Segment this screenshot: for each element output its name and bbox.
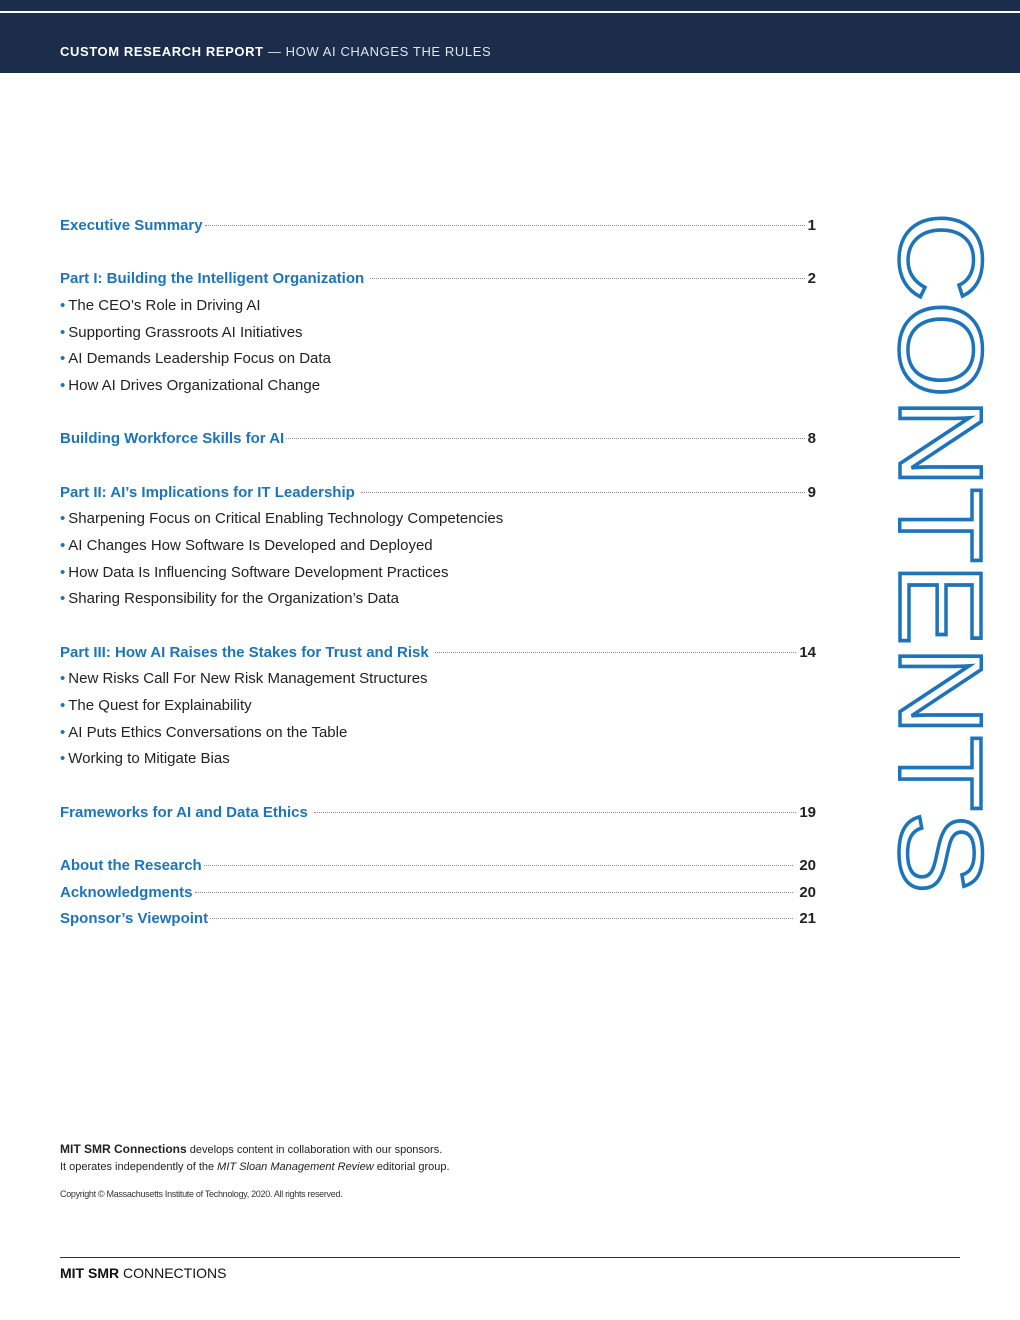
toc-subitem[interactable] [60, 696, 252, 716]
bullet-icon: • [60, 324, 66, 341]
toc-subitem[interactable] [60, 376, 320, 396]
toc-entry-page: 19 [799, 804, 816, 821]
toc-subitem-label: Working to Mitigate Bias [68, 750, 230, 767]
toc-subitem-label: New Risks Call For New Risk Management Structures [68, 670, 428, 687]
toc-subitem[interactable] [60, 589, 399, 609]
toc-entry-page: 2 [807, 270, 816, 287]
toc-entry-page: 21 [799, 910, 816, 927]
toc-subitem-label: AI Changes How Software Is Developed and Deployed [68, 537, 433, 554]
bullet-icon: • [60, 297, 66, 314]
toc-subitem[interactable] [60, 669, 428, 689]
toc-entry-label: Part III: How AI Raises the Stakes for Trust and Risk [60, 644, 429, 661]
toc-entry-page: 1 [807, 217, 816, 234]
toc-subitem[interactable] [60, 296, 261, 316]
leader-dots [435, 652, 797, 653]
footer-line2-italic: MIT Sloan Management Review [217, 1161, 374, 1173]
page-header [0, 0, 1020, 73]
toc-entry-page: 8 [807, 430, 816, 447]
leader-dots [361, 492, 805, 493]
header-title [60, 44, 491, 59]
toc-entry-label: Sponsor’s Viewpoint [60, 910, 209, 927]
toc-entry-part-1[interactable] [60, 269, 816, 289]
toc-entry-label: Acknowledgments [60, 884, 193, 901]
toc-entry-frameworks[interactable] [60, 803, 816, 823]
toc-entry-label: Part I: Building the Intelligent Organization [60, 270, 365, 287]
toc-subitem-label: The CEO’s Role in Driving AI [68, 297, 261, 314]
copyright: Copyright © Massachusetts Institute of Technology, 2020. All rights reserved. [60, 1189, 343, 1199]
leader-dots [370, 278, 804, 279]
bullet-icon: • [60, 670, 66, 687]
bottom-brand [60, 1265, 226, 1281]
leader-dots [286, 438, 804, 439]
footer-note [60, 1141, 450, 1176]
toc-entry-about-research[interactable] [60, 856, 816, 876]
bullet-icon: • [60, 697, 66, 714]
bullet-icon: • [60, 564, 66, 581]
toc-entry-page: 20 [799, 884, 816, 901]
toc-subitem-label: Sharpening Focus on Critical Enabling Technology Competencies [68, 510, 504, 527]
bullet-icon: • [60, 350, 66, 367]
toc-entry-workforce-skills[interactable] [60, 429, 816, 449]
toc-entry-part-2[interactable] [60, 483, 816, 503]
contents-vertical-text: CONTENTS [874, 212, 1006, 861]
footer-line1: develops content in collaboration with our sponsors. [186, 1144, 443, 1156]
toc-entry-label: Part II: AI’s Implications for IT Leadership [60, 484, 355, 501]
toc-subitem-label: How Data Is Influencing Software Development Practices [68, 564, 449, 581]
bullet-icon: • [60, 590, 66, 607]
toc-subitem[interactable] [60, 723, 347, 743]
footer-brand: MIT SMR Connections [60, 1142, 187, 1156]
bottom-brand-bold: MIT SMR [60, 1265, 120, 1281]
toc-entry-part-3[interactable] [60, 643, 816, 663]
leader-dots [195, 892, 794, 893]
toc-subitem-label: AI Demands Leadership Focus on Data [68, 350, 331, 367]
toc-entry-page: 20 [799, 857, 816, 874]
toc-subitem-label: Sharing Responsibility for the Organization’s Data [68, 590, 399, 607]
toc-entry-sponsor-viewpoint[interactable] [60, 909, 816, 929]
toc-subitem[interactable] [60, 323, 303, 343]
toc-entry-executive-summary[interactable] [60, 216, 816, 236]
toc-subitem[interactable] [60, 536, 433, 556]
toc-subitem-label: The Quest for Explainability [68, 697, 252, 714]
toc-subitem[interactable] [60, 349, 331, 369]
toc-subitem-label: AI Puts Ethics Conversations on the Table [68, 724, 348, 741]
header-rule [0, 11, 1020, 13]
toc-subitem[interactable] [60, 509, 503, 529]
toc-entry-label: Executive Summary [60, 217, 203, 234]
footer-line2-pre: It operates independently of the [60, 1161, 218, 1173]
toc-entry-label: About the Research [60, 857, 202, 874]
header-title-bold: CUSTOM RESEARCH REPORT [60, 44, 264, 59]
toc-subitem[interactable] [60, 749, 230, 769]
contents-vertical-title [868, 212, 1006, 894]
toc-entry-acknowledgments[interactable] [60, 883, 816, 903]
bottom-brand-rest: CONNECTIONS [119, 1265, 227, 1281]
header-title-rest: — HOW AI CHANGES THE RULES [263, 44, 492, 59]
toc-subitem[interactable] [60, 563, 448, 583]
toc-subitem-label: Supporting Grassroots AI Initiatives [68, 324, 303, 341]
toc-entry-label: Frameworks for AI and Data Ethics [60, 804, 308, 821]
leader-dots [204, 865, 794, 866]
bullet-icon: • [60, 510, 66, 527]
bullet-icon: • [60, 537, 66, 554]
leader-dots [210, 918, 793, 919]
footer-line2-post: editorial group. [373, 1161, 450, 1173]
toc-entry-page: 9 [807, 484, 816, 501]
leader-dots [205, 225, 805, 226]
bullet-icon: • [60, 377, 66, 394]
footer-rule [60, 1257, 960, 1258]
toc-entry-page: 14 [799, 644, 816, 661]
toc-entry-label: Building Workforce Skills for AI [60, 430, 285, 447]
bullet-icon: • [60, 724, 66, 741]
bullet-icon: • [60, 750, 66, 767]
leader-dots [314, 812, 796, 813]
toc-subitem-label: How AI Drives Organizational Change [68, 377, 321, 394]
